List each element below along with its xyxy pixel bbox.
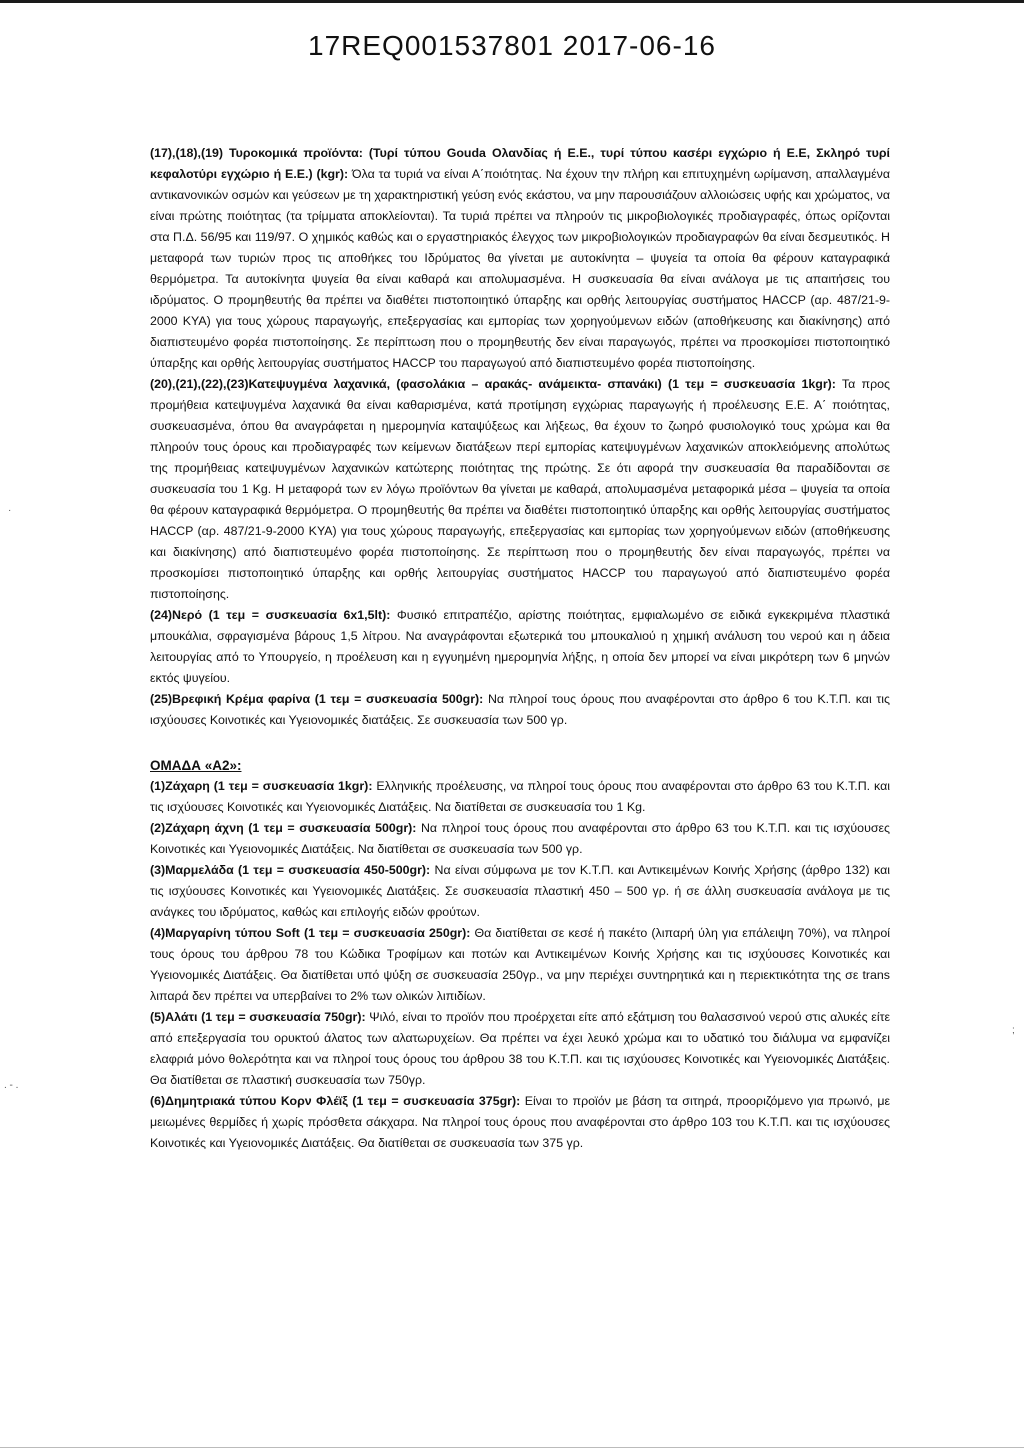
paragraph-jam (150, 860, 890, 923)
document-body (150, 143, 890, 1154)
item-title: (2)Ζάχαρη άχνη (1 τεμ = συσκευασία 500gr): (150, 821, 417, 835)
paragraph-salt (150, 1007, 890, 1091)
item-body: Ελληνικής προέλευσης, να πληροί τους όρους που αναφέρονται στο άρθρο 63 του Κ.Τ.Π. και τις ισχύουσες Κοινοτικές και Υγειονομικές Διατάξεις. Να διατίθεται σε συσκευασία του 1 Kg. (150, 779, 890, 814)
paragraph-frozen-vegetables (150, 374, 890, 605)
item-title: (1)Ζάχαρη (1 τεμ = συσκευασία 1kgr): (150, 779, 373, 793)
scan-speck: ; (1012, 1025, 1015, 1036)
document-id-header: 17REQ001537801 2017-06-16 (308, 30, 716, 61)
paragraph-sugar (150, 776, 890, 818)
item-body: Όλα τα τυριά να είναι Α΄ποιότητας. Να έχουν την πλήρη και επιτυχημένη ωρίμανση, απαλλαγμένα αντικανονικών οσμών και γεύσεων με τη χαρακτηριστική γεύση ενός εκάστου, να μην παρουσιάζουν αλλοιώσεις υφής και χρώματος, να είναι πρώτης ποιότητας (τα τρίμματα αποκλείονται). Τα τυριά πρέπει να πληρούν τις μικροβιολογικές προδιαγραφές, όπως ορίζονται στα Π.Δ. 56/95 και 119/97. Ο χημικός καθώς και ο εργαστηριακός έλεγχος των μικροβιολογικών προδιαγραφών θα είναι δεσμευτικός. Η μεταφορά των τυριών προς τις αποθήκες του Ιδρύματος θα γίνεται με αυτοκίνητα – ψυγεία τα οποία θα φέρουν καταγραφικά θερμόμετρα. Τα αυτοκίνητα ψυγεία θα είναι καθαρά και απολυμασμένα. Η συσκευασία θα είναι ανάλογα με τις απαιτήσεις του ιδρύματος. Ο προμηθευτής θα πρέπει να διαθέτει πιστοποιητικό ύπαρξης και ορθής λειτουργίας συστήματος HACCP (αρ. 487/21-9-2000 ΚΥΑ) για τους χώρους παραγωγής, επεξεργασίας και εμπορίας των χορηγούμενων ειδών (αποθήκευσης και διακίνησης) από διαπιστευμένο φορέα πιστοποίησης. Σε περίπτωση που ο προμηθευτής δεν είναι παραγωγός, πρέπει να προσκομίσει πιστοποιητικό ύπαρξης και ορθής λειτουργίας συστήματος HACCP του παραγωγού από διαπιστευμένο φορέα πιστοποίησης. (150, 167, 890, 370)
paragraph-baby-cream (150, 689, 890, 731)
paragraph-cheese (150, 143, 890, 374)
item-title: (20),(21),(22),(23)Κατεψυγμένα λαχανικά, (φασολάκια – αρακάς- ανάμεικτα- σπανάκι) (1 τεμ = συσκευασία 1kgr): (150, 377, 836, 391)
item-title: (6)Δημητριακά τύπου Κορν Φλέϊξ (1 τεμ = συσκευασία 375gr): (150, 1094, 521, 1108)
paragraph-icing-sugar (150, 818, 890, 860)
item-body: Φυσικό επιτραπέζιο, αρίστης ποιότητας, εμφιαλωμένο σε ειδικά εγκεκριμένα πλαστικά μπουκάλια, σφραγισμένα βάρους 1,5 λίτρου. Να αναγράφονται εξωτερικά του μπουκαλιού η χημική ανάλυση του νερού και η άδεια λειτουργίας από το Υπουργείο, η προέλευση και η εγγυημένη ημερομηνία λήξης, η οποία δεν μπορεί να είναι μικρότερη των 6 μηνών εκτός ψυγείου. (150, 608, 890, 685)
bottom-scan-border (0, 1447, 1024, 1448)
item-body: Ψιλό, είναι το προϊόν που προέρχεται είτε από εξάτμιση του θαλασσινού νερού στις αλυκές είτε από επεξεργασία του ορυκτού άλατος των αλατωρυχείων. Θα πρέπει να έχει λευκό χρώμα και το υδατικό του διάλυμα να εμφανίζει ελαφριά μόνο θολερότητα και να πληροί τους όρους του άρθρου 38 του Κ.Τ.Π. και τις ισχύουσες Κοινοτικές και Υγειονομικές Διατάξεις. Θα διατίθεται σε πλαστική συσκευασία των 750γρ. (150, 1010, 890, 1087)
item-title: (3)Μαρμελάδα (1 τεμ = συσκευασία 450-500gr): (150, 863, 431, 877)
item-body: Να πληροί τους όρους που αναφέρονται στο άρθρο 6 του Κ.Τ.Π. και τις ισχύουσες Κοινοτικές και Υγειονομικές διατάξεις. Σε συσκευασία των 500 γρ. (150, 692, 891, 727)
item-body: Είναι το προϊόν με βάση τα σιτηρά, προοριζόμενο για πρωινό, με μειωμένες θερμίδες ή χωρίς πρόσθετα σάκχαρα. Να πληροί τους όρους που αναφέρονται στο άρθρο 103 του Κ.Τ.Π. και τις ισχύουσες Κοινοτικές και Υγειονομικές Διατάξεις. Θα διατίθεται σε συσκευασία των 375 γρ. (150, 1094, 890, 1150)
item-body: Να πληροί τους όρους που αναφέρονται στο άρθρο 63 του Κ.Τ.Π. και τις ισχύουσες Κοινοτικές και Υγειονομικές Διατάξεις. Να διατίθεται σε συσκευασία των 500 γρ. (150, 821, 890, 856)
paragraph-water (150, 605, 890, 689)
group-a2-title: ΟΜΑΔΑ «Α2»: (150, 758, 242, 773)
paragraph-margarine (150, 923, 890, 1007)
top-scan-border (0, 0, 1024, 3)
item-title: (17),(18),(19) Τυροκομικά προϊόντα: (Τυρί τύπου Gouda Ολανδίας ή Ε.Ε., τυρί τύπου κασέρι εγχώριο ή Ε.Ε, Σκληρό τυρί κεφαλοτύρι εγχώριο ή Ε.Ε.) (kgr): (150, 146, 890, 181)
item-title: (25)Βρεφική Κρέμα φαρίνα (1 τεμ = συσκευασία 500gr): (150, 692, 484, 706)
item-title: (4)Μαργαρίνη τύπου Soft (1 τεμ = συσκευασία 250gr): (150, 926, 471, 940)
scan-speck: . - . (4, 1080, 19, 1091)
item-body: Τα προς προμήθεια κατεψυγμένα λαχανικά θα είναι καθαρισμένα, κατά προτίμηση εγχώριας παραγωγής ή προέλευσης Ε.Ε. Α΄ ποιότητας, συσκευασμένα, όπου θα αναγράφεται η ημερομηνία καταψύξεως και λήξεως, θα έχουν το ζωηρό φυσιολογικό τους χρώμα και θα πληρούν τους όρους και προδιαγραφές των κείμενων διατάξεων περί εμπορίας κατεψυγμένων λαχανικών αποκλειόμενης απολύτως της προμήθειας κατεψυγμένων λαχανικών κατώτερης ποιότητας της πρώτης. Σε ότι αφορά την συσκευασία θα παραδίδονται σε συσκευασία του 1 Kg. Η μεταφορά των εν λόγω προϊόντων θα γίνεται με καθαρά, απολυμασμένα μεταφορικά μέσα – ψυγεία τα οποία θα φέρουν καταγραφικά θερμόμετρα. Ο προμηθευτής θα πρέπει να διαθέτει πιστοποιητικό ύπαρξης και ορθής λειτουργίας συστήματος HACCP (αρ. 487/21-9-2000 ΚΥΑ) για τους χώρους παραγωγής, επεξεργασίας και εμπορίας των χορηγούμενων ειδών (αποθήκευσης και διακίνησης) από διαπιστευμένο φορέα πιστοποίησης. Σε περίπτωση που ο προμηθευτής δεν είναι παραγωγός, πρέπει να προσκομίσει πιστοποιητικό ύπαρξης και ορθής λειτουργίας συστήματος HACCP του παραγωγού από διαπιστευμένο φορέα πιστοποίησης. (150, 377, 890, 601)
paragraph-cereals (150, 1091, 890, 1154)
scan-speck: · (8, 505, 12, 516)
item-body: Να είναι σύμφωνα με τον Κ.Τ.Π. και Αντικειμένων Κοινής Χρήσης (άρθρο 132) και τις ισχύουσες Κοινοτικές και Υγειονομικές Διατάξεις. Σε συσκευασία πλαστική 450 – 500 γρ. ή σε άλλη συσκευασία ανάλογα με τις ανάγκες του ιδρύματος, καθώς και επιλογής ειδών φρούτων. (150, 863, 890, 919)
item-body: Θα διατίθεται σε κεσέ ή πακέτο (λιπαρή ύλη για επάλειψη 70%), να πληροί τους όρους του άρθρου 78 του Κώδικα Τροφίμων και ποτών και Αντικειμένων Κοινής Χρήσης και τις ισχύουσες Κοινοτικές και Υγειονομικές Διατάξεις. Θα διατίθεται υπό ψύξη σε συσκευασία 250γρ., να μην περιέχει συντηρητικά και η περιεκτικότητα της σε trans λιπαρά δεν πρέπει να υπερβαίνει το 2% των ολικών λιπιδίων. (150, 926, 890, 1003)
item-title: (24)Νερό (1 τεμ = συσκευασία 6x1,5lt): (150, 608, 391, 622)
item-title: (5)Αλάτι (1 τεμ = συσκευασία 750gr): (150, 1010, 366, 1024)
